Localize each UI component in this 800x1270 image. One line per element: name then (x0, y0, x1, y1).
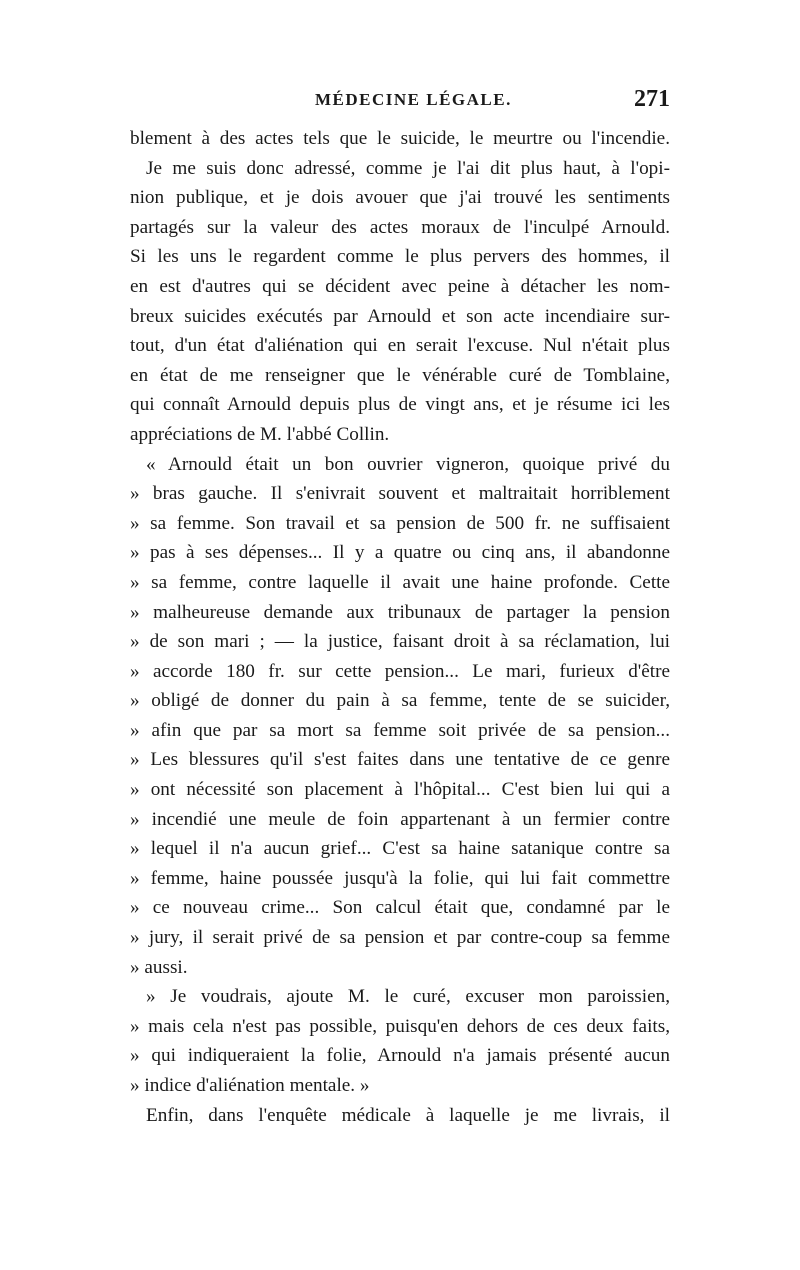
text-line: Enfin, dans l'enquête médicale à laquelle je me livrais, il (146, 1104, 670, 1126)
text-line: tout, d'un état d'aliénation qui en serait l'excuse. Nul n'était plus (130, 335, 670, 357)
text-line: » femme, haine poussée jusqu'à la folie, qui lui fait commettre (130, 867, 670, 889)
text-line: » mais cela n'est pas possible, puisqu'en dehors de ces deux faits, (130, 1015, 670, 1037)
text-line: partagés sur la valeur des actes moraux de l'inculpé Arnould. (130, 216, 670, 238)
text-line: » ce nouveau crime... Son calcul était que, condamné par le (130, 897, 670, 919)
text-line: » de son mari ; — la justice, faisant droit à sa réclamation, lui (130, 631, 670, 653)
text-line: » bras gauche. Il s'enivrait souvent et maltraitait horriblement (130, 483, 670, 505)
text-line: appréciations de M. l'abbé Collin. (130, 423, 390, 445)
text-line: breux suicides exécutés par Arnould et son acte incendiaire sur- (130, 305, 670, 327)
text-line: » ont nécessité son placement à l'hôpital... C'est bien lui qui a (130, 779, 670, 801)
text-line: » Je voudrais, ajoute M. le curé, excuser mon paroissien, (146, 986, 670, 1008)
text-line: » sa femme, contre laquelle il avait une haine profonde. Cette (130, 571, 670, 593)
text-line: » sa femme. Son travail et sa pension de 500 fr. ne suffisaient (130, 512, 670, 534)
text-line: Si les uns le regardent comme le plus pervers des hommes, il (130, 246, 670, 268)
text-line: » jury, il serait privé de sa pension et par contre-coup sa femme (130, 927, 670, 949)
text-line: » accorde 180 fr. sur cette pension... Le mari, furieux d'être (130, 660, 670, 682)
text-line: » malheureuse demande aux tribunaux de partager la pension (130, 601, 670, 623)
text-line: » qui indiqueraient la folie, Arnould n'a jamais présenté aucun (130, 1045, 670, 1067)
text-line: » lequel il n'a aucun grief... C'est sa haine satanique contre sa (130, 838, 670, 860)
text-line: « Arnould était un bon ouvrier vigneron, quoique privé du (146, 453, 670, 475)
text-line: en est d'autres qui se décident avec peine à détacher les nom- (130, 275, 670, 297)
text-line: qui connaît Arnould depuis plus de vingt ans, et je résume ici les (130, 394, 670, 416)
text-line: nion publique, et je dois avouer que j'ai trouvé les sentiments (130, 187, 670, 209)
text-line: » incendié une meule de foin appartenant à un fermier contre (130, 808, 670, 830)
text-line: » aussi. (130, 956, 188, 978)
text-line: » obligé de donner du pain à sa femme, tente de se suicider, (130, 690, 670, 712)
text-line: » afin que par sa mort sa femme soit privée de sa pension... (130, 719, 670, 741)
text-line: » pas à ses dépenses... Il y a quatre ou cinq ans, il abandonne (130, 542, 670, 564)
body-text (130, 124, 670, 1130)
text-line: » Les blessures qu'il s'est faites dans une tentative de ce genre (130, 749, 670, 771)
text-line: Je me suis donc adressé, comme je l'ai dit plus haut, à l'opi- (146, 157, 670, 179)
page-number: 271 (634, 86, 670, 112)
page-header (130, 86, 670, 120)
text-line: en état de me renseigner que le vénérable curé de Tomblaine, (130, 364, 670, 386)
text-line: blement à des actes tels que le suicide, le meurtre ou l'incendie. (130, 128, 670, 149)
text-line: » indice d'aliénation mentale. » (130, 1075, 370, 1096)
running-head: MÉDECINE LÉGALE. (315, 90, 512, 109)
